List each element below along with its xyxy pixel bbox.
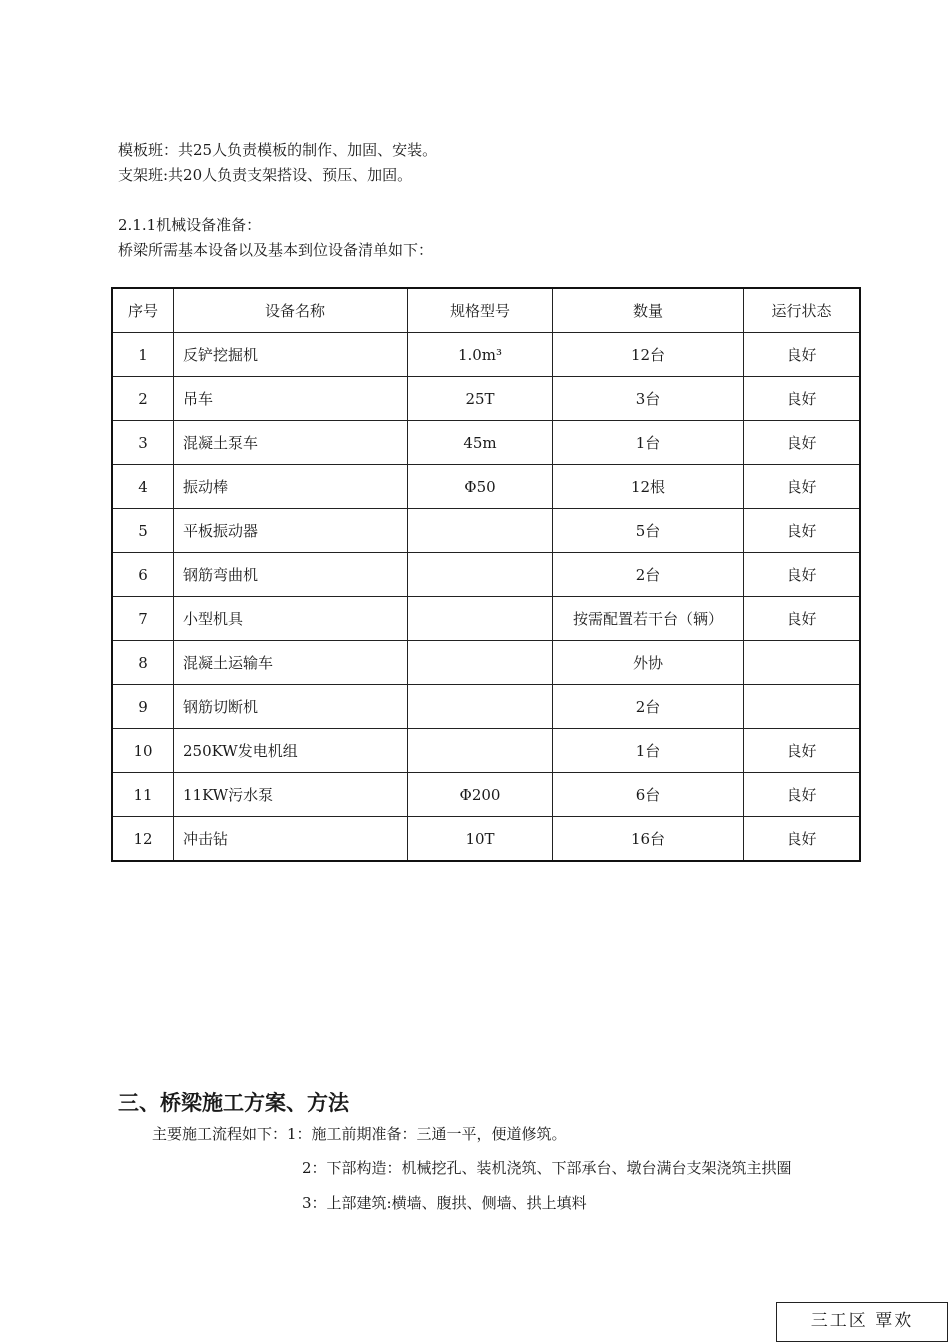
header-cell-name: 设备名称 (174, 288, 408, 333)
cell-index: 3 (112, 421, 174, 465)
cell-index: 5 (112, 509, 174, 553)
table-row (112, 641, 860, 685)
cell-status: 良好 (744, 553, 861, 597)
table-row (112, 377, 860, 421)
header-cell-quantity: 数量 (553, 288, 744, 333)
cell-quantity: 1台 (553, 421, 744, 465)
table-row (112, 509, 860, 553)
cell-spec (408, 597, 553, 641)
cell-status: 良好 (744, 597, 861, 641)
cell-quantity: 12根 (553, 465, 744, 509)
cell-name: 反铲挖掘机 (174, 333, 408, 377)
section-heading: 三、桥梁施工方案、方法 (118, 1090, 349, 1115)
cell-status: 良好 (744, 817, 861, 862)
table-row (112, 597, 860, 641)
cell-spec (408, 685, 553, 729)
cell-quantity: 1台 (553, 729, 744, 773)
cell-spec: 25T (408, 377, 553, 421)
cell-status (744, 685, 861, 729)
cell-status: 良好 (744, 377, 861, 421)
equipment-table (111, 287, 861, 862)
cell-name: 11KW污水泵 (174, 773, 408, 817)
cell-name: 平板振动器 (174, 509, 408, 553)
cell-spec (408, 509, 553, 553)
cell-name: 250KW发电机组 (174, 729, 408, 773)
cell-name: 冲击钻 (174, 817, 408, 862)
table-row (112, 333, 860, 377)
cell-status: 良好 (744, 465, 861, 509)
cell-spec: Φ50 (408, 465, 553, 509)
paragraph-equipment-intro: 桥梁所需基本设备以及基本到位设备清单如下： (118, 241, 434, 259)
paragraph-support-team: 支架班:共20人负责支架搭设、预压、加固。 (118, 166, 413, 184)
cell-index: 8 (112, 641, 174, 685)
cell-spec (408, 553, 553, 597)
cell-spec: 45m (408, 421, 553, 465)
header-cell-spec: 规格型号 (408, 288, 553, 333)
cell-name: 混凝土运输车 (174, 641, 408, 685)
cell-spec (408, 641, 553, 685)
cell-status: 良好 (744, 509, 861, 553)
cell-name: 吊车 (174, 377, 408, 421)
cell-index: 2 (112, 377, 174, 421)
cell-quantity: 按需配置若干台（辆） (553, 597, 744, 641)
cell-index: 4 (112, 465, 174, 509)
cell-index: 6 (112, 553, 174, 597)
flow-step-1: 主要施工流程如下：1：施工前期准备：三通一平，便道修筑。 (152, 1125, 567, 1143)
cell-quantity: 5台 (553, 509, 744, 553)
cell-spec: 10T (408, 817, 553, 862)
cell-quantity: 外协 (553, 641, 744, 685)
cell-spec: Φ200 (408, 773, 553, 817)
cell-name: 钢筋切断机 (174, 685, 408, 729)
cell-quantity: 3台 (553, 377, 744, 421)
table-row (112, 817, 860, 862)
flow-step-2: 2：下部构造：机械挖孔、装机浇筑、下部承台、墩台满台支架浇筑主拱圈 (302, 1159, 792, 1177)
table-row (112, 421, 860, 465)
cell-index: 10 (112, 729, 174, 773)
cell-index: 7 (112, 597, 174, 641)
cell-status: 良好 (744, 333, 861, 377)
cell-index: 11 (112, 773, 174, 817)
cell-name: 振动棒 (174, 465, 408, 509)
flow-step-3: 3：上部建筑:横墙、腹拱、侧墙、拱上填料 (302, 1194, 587, 1212)
cell-status: 良好 (744, 773, 861, 817)
header-cell-index: 序号 (112, 288, 174, 333)
table-row (112, 465, 860, 509)
cell-index: 1 (112, 333, 174, 377)
cell-spec (408, 729, 553, 773)
table-row (112, 729, 860, 773)
cell-quantity: 16台 (553, 817, 744, 862)
cell-status (744, 641, 861, 685)
cell-name: 小型机具 (174, 597, 408, 641)
cell-index: 12 (112, 817, 174, 862)
subsection-heading: 2.1.1机械设备准备： (118, 216, 262, 234)
paragraph-formwork-team: 模板班：共25人负责模板的制作、加固、安装。 (118, 141, 438, 159)
cell-quantity: 12台 (553, 333, 744, 377)
table-header-row (112, 288, 860, 333)
table-row (112, 553, 860, 597)
header-cell-status: 运行状态 (744, 288, 861, 333)
cell-status: 良好 (744, 729, 861, 773)
table-row (112, 685, 860, 729)
cell-index: 9 (112, 685, 174, 729)
table-row (112, 773, 860, 817)
cell-name: 钢筋弯曲机 (174, 553, 408, 597)
cell-quantity: 2台 (553, 553, 744, 597)
cell-quantity: 6台 (553, 773, 744, 817)
cell-quantity: 2台 (553, 685, 744, 729)
cell-status: 良好 (744, 421, 861, 465)
footer-stamp: 三工区 覃欢 (776, 1302, 948, 1342)
cell-spec: 1.0m³ (408, 333, 553, 377)
cell-name: 混凝土泵车 (174, 421, 408, 465)
